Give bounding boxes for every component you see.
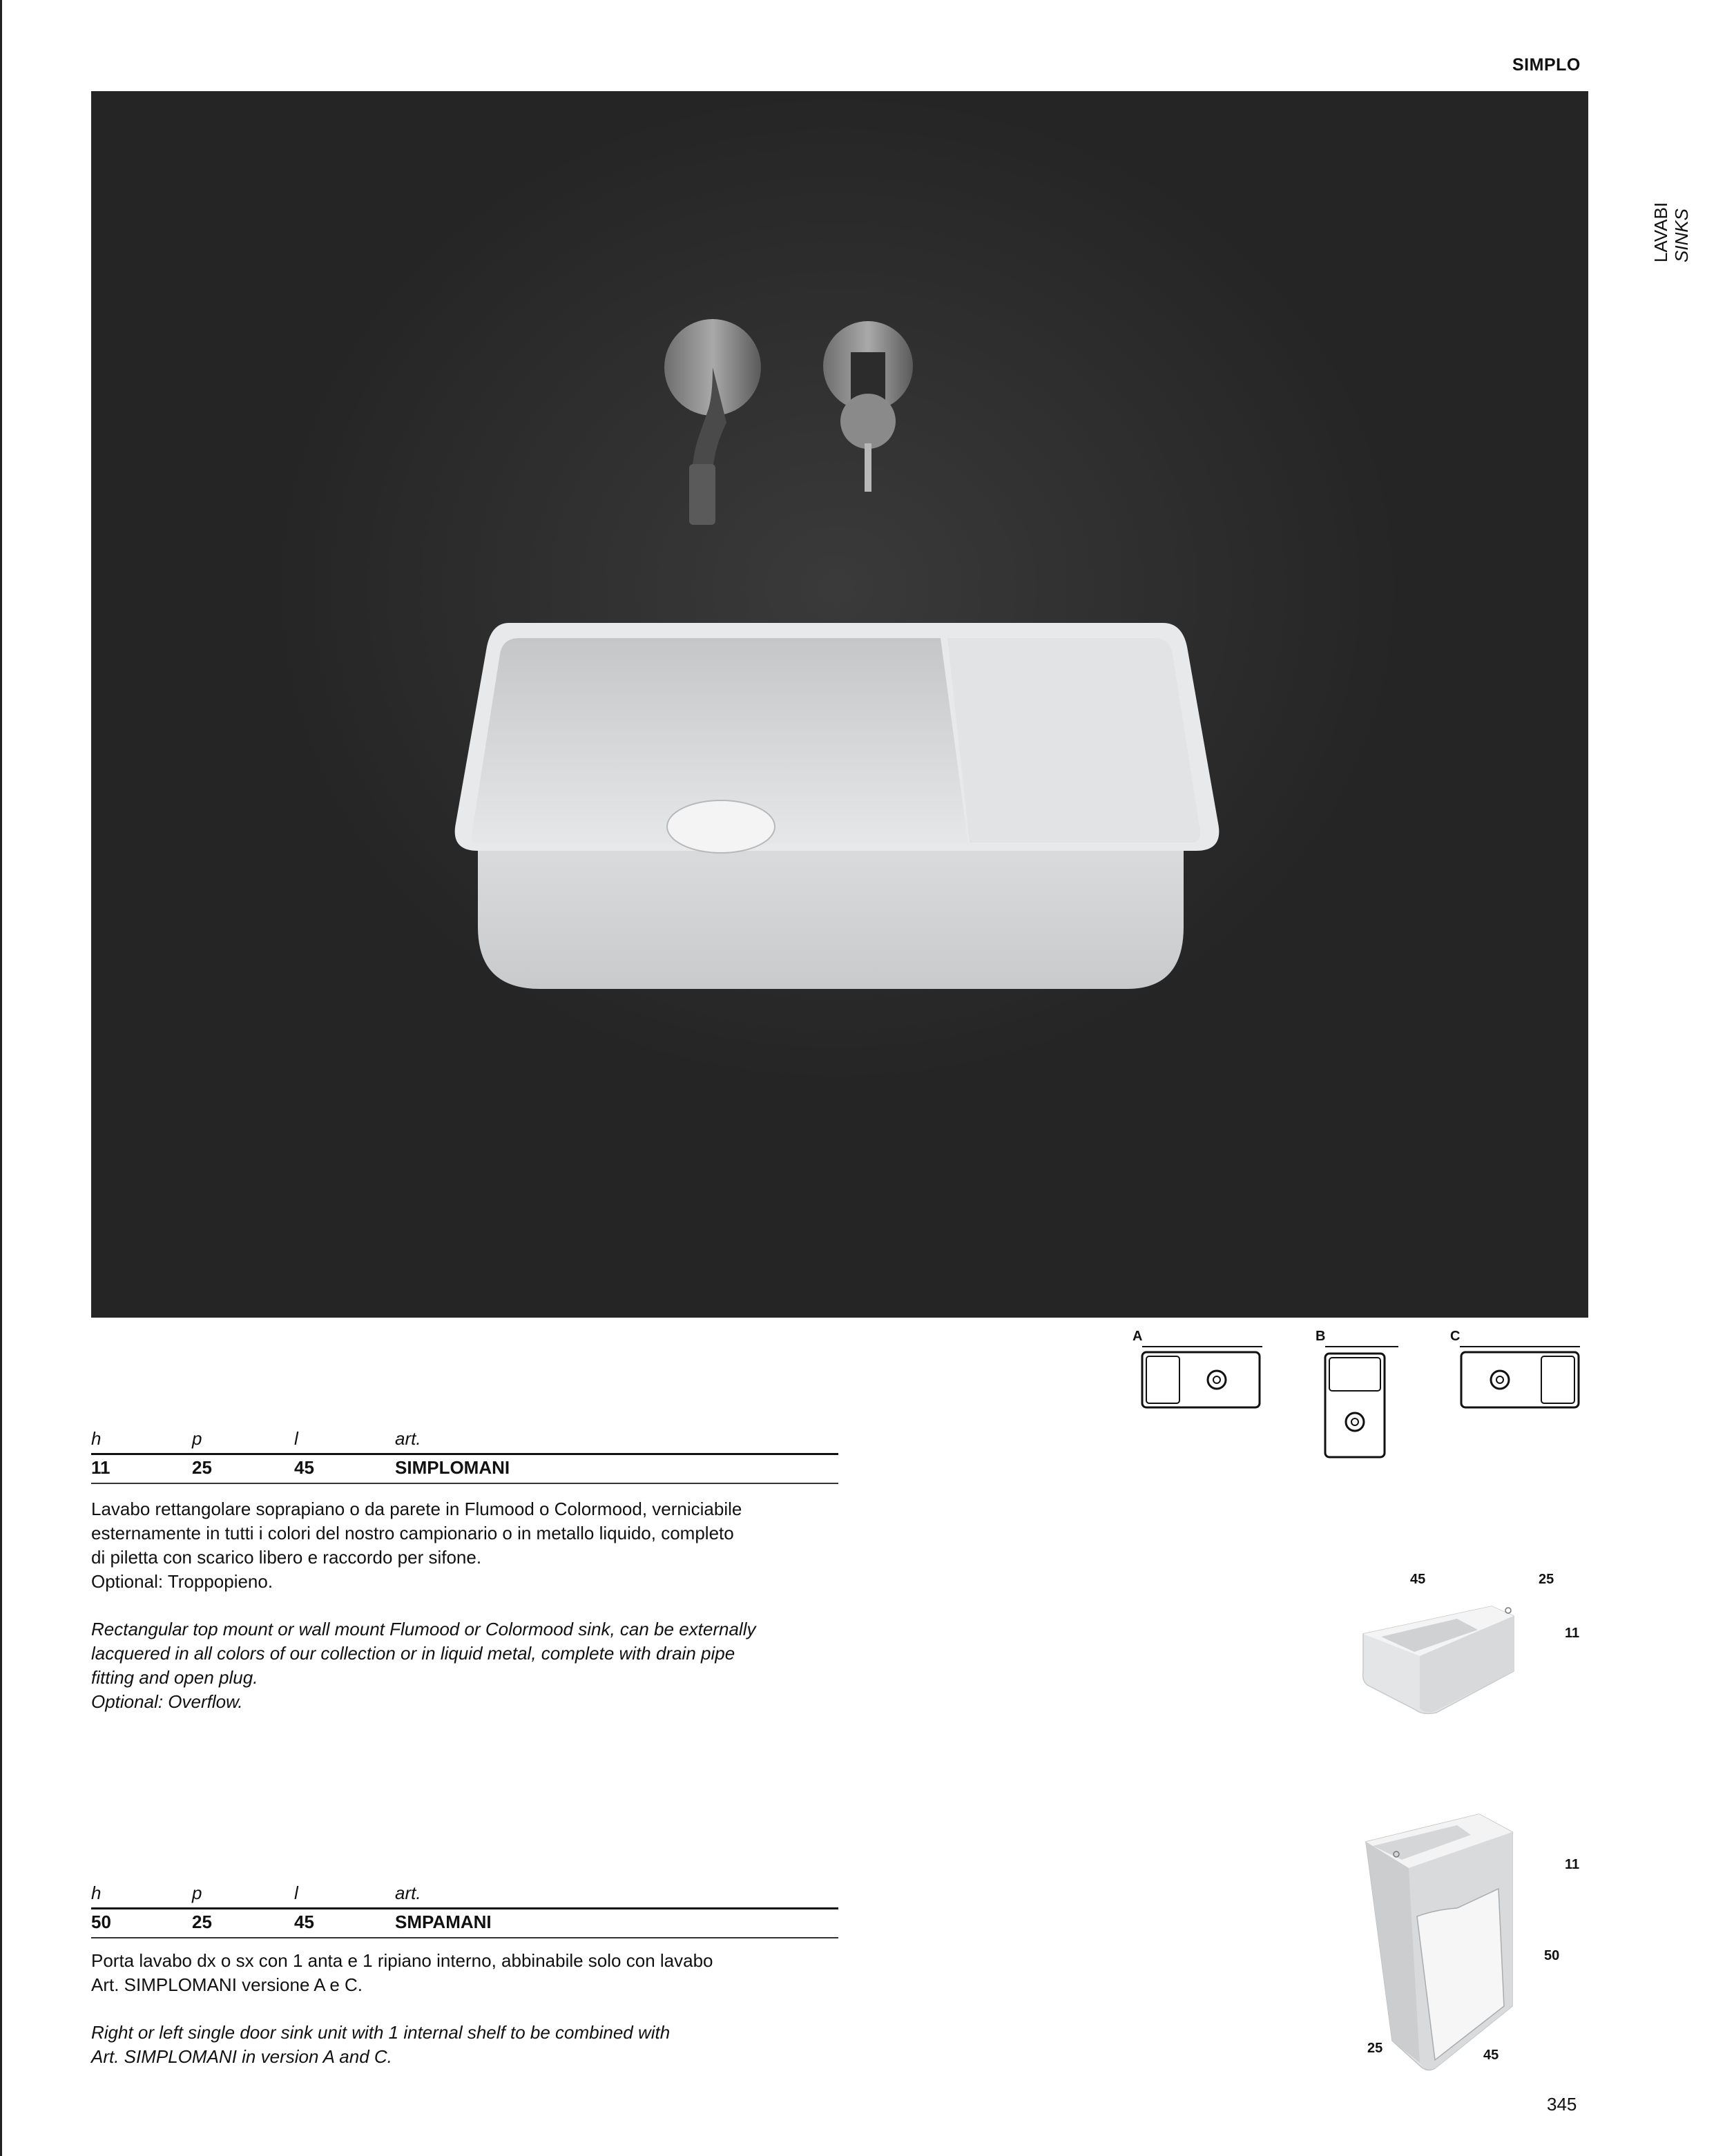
desc-en-line: Right or left single door sink unit with 1 internal shelf to be combined with: [91, 2022, 671, 2043]
col-h-header: h: [91, 1883, 102, 1903]
value-p: 25: [192, 1912, 212, 1932]
sink-basin-icon: [455, 623, 1220, 989]
col-p-header: p: [192, 1428, 202, 1449]
sink-dim-h: 11: [1565, 1626, 1580, 1641]
description-smpamani: [91, 1949, 844, 2069]
variant-b-drawing: [1316, 1329, 1412, 1467]
variant-c-drawing: [1450, 1329, 1588, 1418]
desc-en-line: lacquered in all colors of our collection or in liquid metal, complete with drain pipe: [91, 1643, 735, 1664]
side-tab-english: SINKS: [1671, 208, 1692, 262]
variant-a-label: A: [1133, 1329, 1143, 1344]
desc-it-line: esternamente in tutti i colori del nostro campionario o in metallo liquido, completo: [91, 1523, 734, 1543]
table-header: [91, 1428, 838, 1453]
desc-en-line: Rectangular top mount or wall mount Flumood or Colormood sink, can be externally: [91, 1619, 756, 1639]
value-l: 45: [294, 1457, 314, 1478]
variant-a-drawing: [1133, 1329, 1271, 1418]
value-l: 45: [294, 1912, 314, 1932]
collection-title: SIMPLO: [1512, 55, 1581, 75]
variant-b-label: B: [1316, 1329, 1326, 1344]
page-left-rule: [0, 0, 2, 2156]
col-l-header: l: [294, 1883, 298, 1903]
desc-it-line: Porta lavabo dx o sx con 1 anta e 1 ripiano interno, abbinabile solo con lavabo: [91, 1950, 713, 1971]
desc-en-line: fitting and open plug.: [91, 1667, 258, 1688]
description-simplomani: [91, 1497, 844, 1714]
sink-dim-l: 45: [1410, 1572, 1426, 1587]
section-side-tab: [1650, 186, 1713, 262]
col-p-header: p: [192, 1883, 202, 1903]
unit-dim-p: 25: [1367, 2041, 1383, 2056]
value-h: 50: [91, 1912, 111, 1932]
value-h: 11: [91, 1457, 110, 1478]
unit-dim-l: 45: [1483, 2048, 1499, 2063]
col-l-header: l: [294, 1428, 298, 1449]
spec-table-smpamani: [91, 1883, 838, 1938]
table-row: [91, 1455, 838, 1480]
desc-it-line: Lavabo rettangolare soprapiano o da parete in Flumood o Colormood, verniciabile: [91, 1499, 742, 1519]
unit-dim-sink-h: 11: [1565, 1857, 1580, 1872]
value-art: SMPAMANI: [395, 1912, 492, 1932]
desc-it-line: di piletta con scarico libero e raccordo per sifone.: [91, 1547, 482, 1568]
spec-table-simplomani: [91, 1428, 838, 1484]
sink-unit-isometric-drawing: [1353, 1806, 1588, 2075]
variant-c-label: C: [1450, 1329, 1461, 1344]
sink-dim-p: 25: [1539, 1572, 1554, 1587]
col-art-header: art.: [395, 1428, 421, 1449]
value-art: SIMPLOMANI: [395, 1457, 510, 1478]
desc-it-line: Optional: Troppopieno.: [91, 1571, 273, 1592]
table-row: [91, 1909, 838, 1934]
table-bottom-rule: [91, 1483, 838, 1484]
unit-dim-h: 50: [1544, 1948, 1560, 1963]
desc-it-line: Art. SIMPLOMANI versione A e C.: [91, 1974, 363, 1995]
desc-en-line: Optional: Overflow.: [91, 1691, 243, 1712]
value-p: 25: [192, 1457, 212, 1478]
side-tab-italian: LAVABI: [1650, 202, 1671, 262]
product-photo: [91, 91, 1588, 1318]
page-number: 345: [1547, 2094, 1577, 2115]
table-bottom-rule: [91, 1937, 838, 1938]
col-art-header: art.: [395, 1883, 421, 1903]
sink-isometric-drawing: [1353, 1568, 1588, 1720]
desc-en-line: Art. SIMPLOMANI in version A and C.: [91, 2046, 392, 2067]
table-header: [91, 1883, 838, 1907]
col-h-header: h: [91, 1428, 102, 1449]
